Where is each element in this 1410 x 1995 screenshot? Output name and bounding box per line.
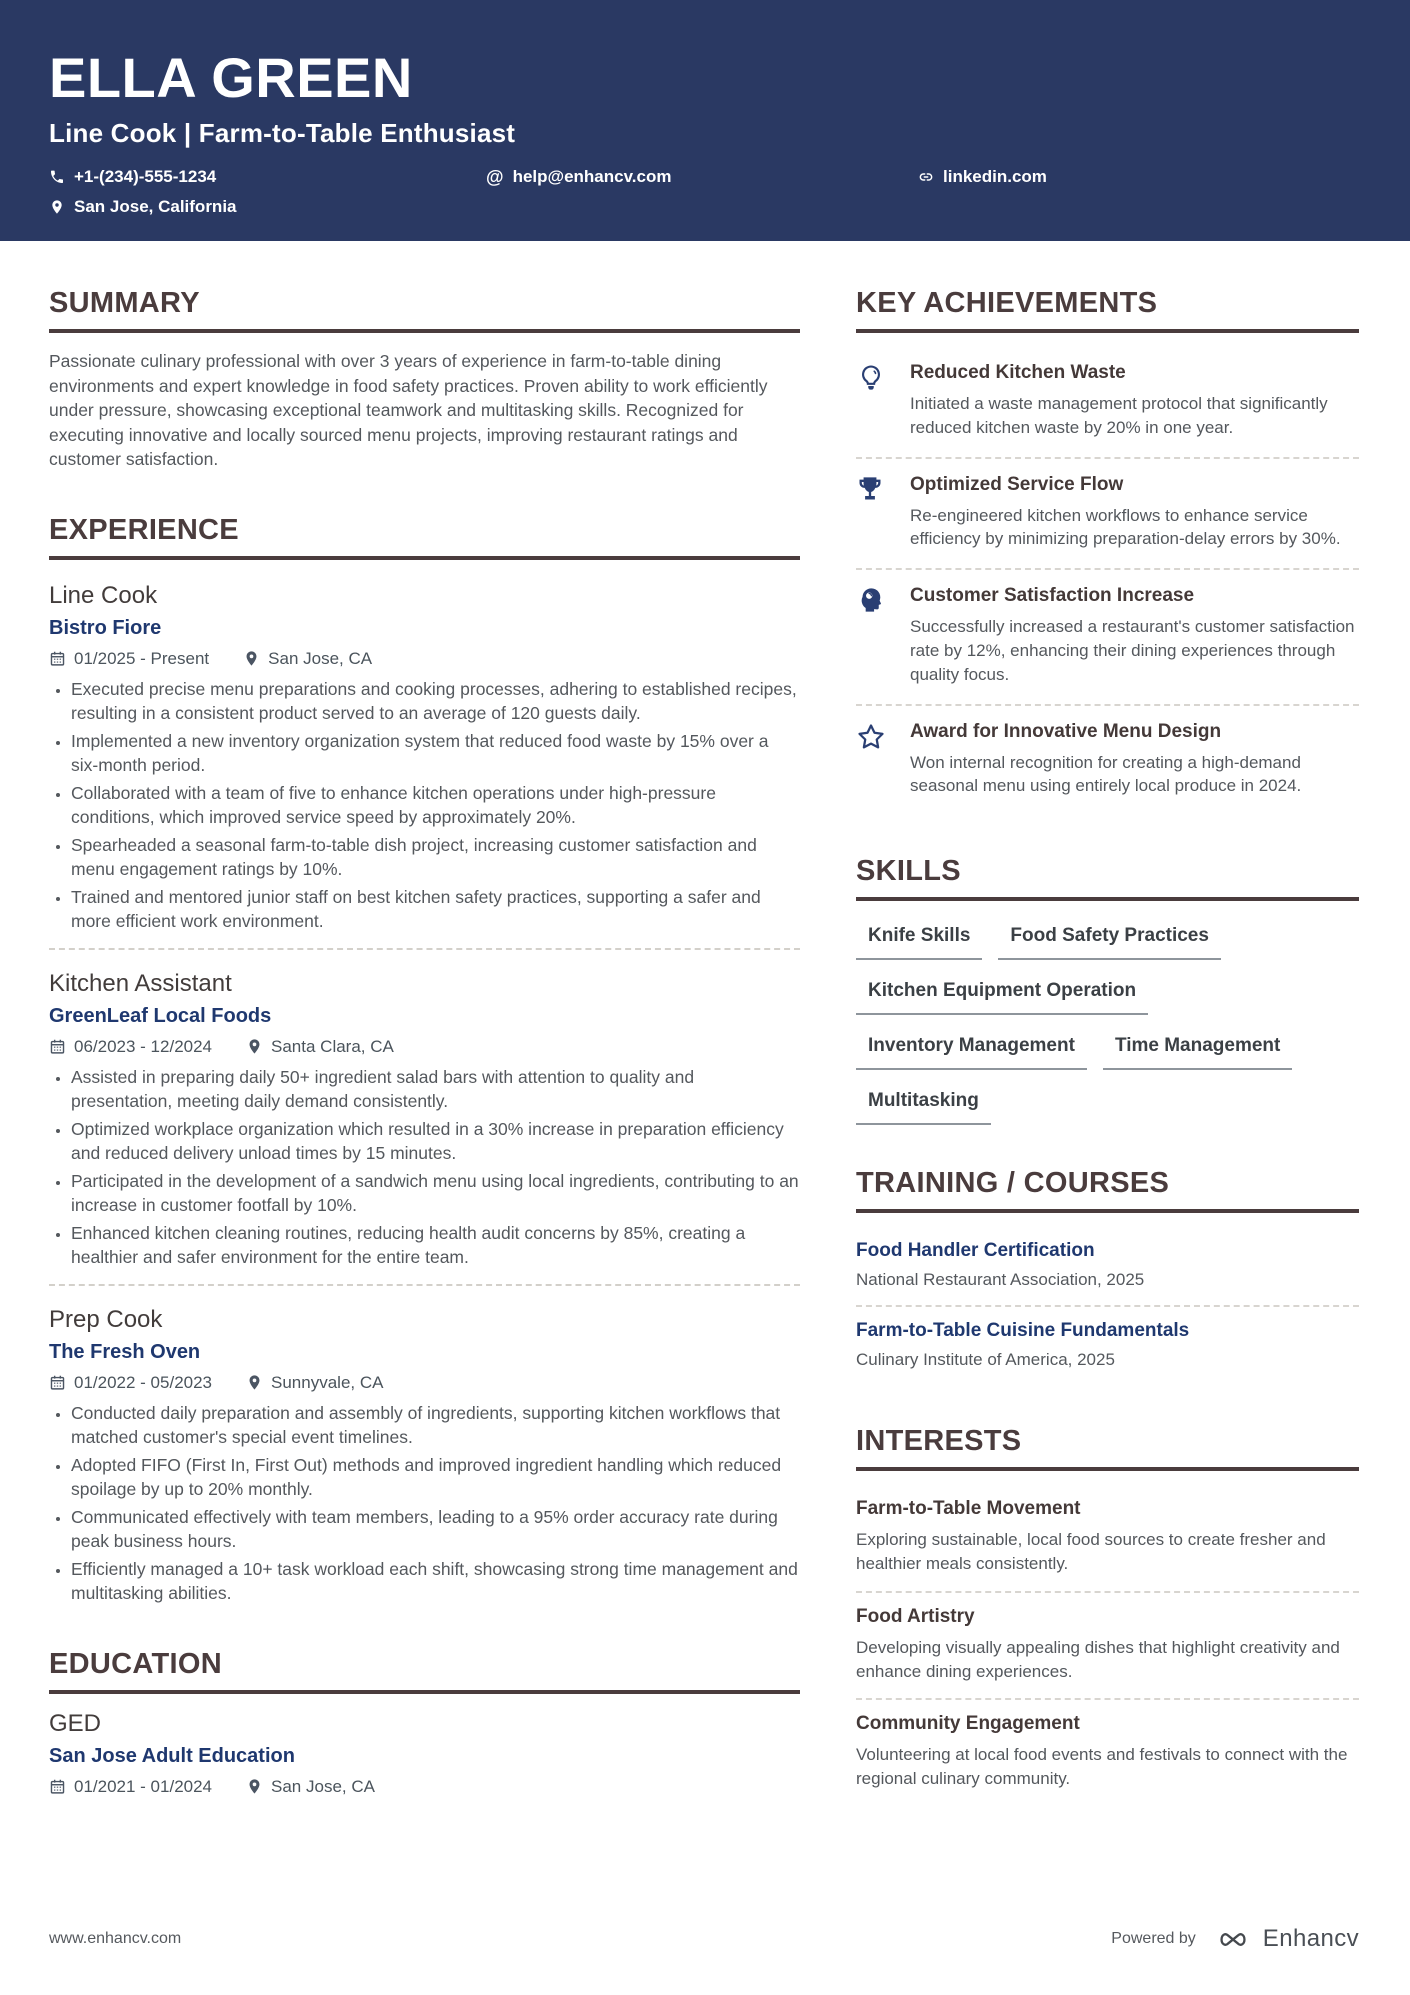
contact-info <box>49 167 1359 217</box>
job-bullet: • Executed precise menu preparations and cooking processes, adhering to established recipes, resulting in a consistent product served to an average of 120 guests daily. <box>71 677 800 726</box>
achievement-item <box>856 708 1359 814</box>
job-location: Santa Clara, CA <box>271 1036 394 1056</box>
job-bullet: • Participated in the development of a sandwich menu using local ingredients, contributing to an increase in customer footfall by 10%. <box>71 1169 800 1218</box>
job-dates: 06/2023 - 12/2024 <box>74 1036 213 1056</box>
job-dates: 01/2025 - Present <box>74 648 210 668</box>
location-pin-icon <box>243 650 260 667</box>
company-name: The Fresh Oven <box>49 1340 201 1363</box>
job-separator <box>49 948 800 950</box>
achievement-title: Optimized Service Flow <box>910 473 1124 495</box>
course-title: Farm-to-Table Cuisine Fundamentals <box>856 1320 1190 1342</box>
candidate-job-title: Line Cook | Farm-to-Table Enthusiast <box>49 118 516 148</box>
phone-icon <box>49 169 65 185</box>
interest-item <box>856 1487 1359 1589</box>
footer <box>49 1925 1359 1953</box>
education-dates: 01/2021 - 01/2024 <box>74 1776 213 1796</box>
education-heading: EDUCATION <box>49 1648 800 1694</box>
job-dates: 01/2022 - 05/2023 <box>74 1372 213 1392</box>
trophy-icon <box>856 474 890 552</box>
achievement-item <box>856 461 1359 567</box>
experience-section <box>49 514 800 1606</box>
calendar-icon <box>49 650 66 667</box>
achievement-item <box>856 572 1359 701</box>
achievements-section <box>856 287 1359 813</box>
job-bullet: • Conducted daily preparation and assembly of ingredients, supporting kitchen workflows that matched customer's special event timelines. <box>71 1401 800 1450</box>
interest-item <box>856 1595 1359 1697</box>
link-url[interactable]: linkedin.com <box>943 167 1047 186</box>
skill-item: Kitchen Equipment Operation <box>856 980 1148 1015</box>
header <box>0 0 1410 241</box>
job-meta <box>49 649 800 669</box>
calendar-icon <box>49 1778 66 1795</box>
powered-by-label: Powered by <box>1111 1930 1196 1947</box>
achievement-text: Won internal recognition for creating a high-demand seasonal menu using entirely local produce in 2024. <box>910 752 1302 796</box>
job-title: Line Cook <box>49 581 158 609</box>
job-bullet: • Spearheaded a seasonal farm-to-table dish project, increasing customer satisfaction and menu engagement ratings by 10%. <box>71 833 800 882</box>
achievement-text: Successfully increased a restaurant's customer satisfaction rate by 12%, enhancing their dining experiences through quality focus. <box>910 617 1355 684</box>
link-item[interactable] <box>918 167 1359 187</box>
interest-title: Food Artistry <box>856 1605 975 1627</box>
achievement-content <box>910 474 1359 552</box>
skills-list <box>856 917 1359 1125</box>
course-separator <box>856 1305 1359 1307</box>
location-pin-icon <box>246 1374 263 1391</box>
achievement-text: Initiated a waste management protocol that significantly reduced kitchen waste by 20% in one year. <box>910 394 1328 437</box>
lightbulb-icon <box>856 362 890 440</box>
course-org: National Restaurant Association, 2025 <box>856 1270 1145 1290</box>
skill-item: Knife Skills <box>856 925 982 960</box>
achievement-title: Customer Satisfaction Increase <box>910 585 1195 607</box>
skill-item: Food Safety Practices <box>998 925 1221 960</box>
location-item <box>49 197 486 217</box>
job-bullets <box>49 1401 800 1606</box>
achievement-item <box>856 349 1359 455</box>
job-bullets <box>49 677 800 934</box>
interest-text: Volunteering at local food events and festivals to connect with the regional culinary community. <box>856 1745 1348 1789</box>
school-name: San Jose Adult Education <box>49 1744 295 1767</box>
summary-text: Passionate culinary professional with over 3 years of experience in farm-to-table dining environments and expert knowledge in food safety practices. Proven ability to work efficiently under pressure, showcasing exceptional teamwork and multitasking skills. Recognized for executing innovative and locally sourced menu projects, improving restaurant ratings and customer satisfaction. <box>49 351 768 469</box>
skills-section <box>856 855 1359 1125</box>
job-title: Prep Cook <box>49 1305 163 1333</box>
interest-item <box>856 1702 1359 1804</box>
job-bullet: • Implemented a new inventory organization system that reduced food waste by 15% over a six-month period. <box>71 729 800 778</box>
achievement-title: Award for Innovative Menu Design <box>910 720 1222 742</box>
course-item <box>856 1309 1359 1383</box>
footer-website-link[interactable]: www.enhancv.com <box>49 1930 182 1947</box>
company-name: GreenLeaf Local Foods <box>49 1004 272 1027</box>
experience-heading: EXPERIENCE <box>49 514 800 560</box>
powered-by <box>1111 1925 1359 1953</box>
course-item <box>856 1229 1359 1303</box>
job-separator <box>49 1284 800 1286</box>
candidate-name: ELLA GREEN <box>49 46 413 109</box>
job-bullet: • Efficiently managed a 10+ task workload each shift, showcasing strong time management and multitasking abilities. <box>71 1557 800 1606</box>
resume-body <box>0 241 1410 1846</box>
job-location: Sunnyvale, CA <box>271 1372 384 1392</box>
phone-number: +1-(234)-555-1234 <box>74 167 217 186</box>
job-location: San Jose, CA <box>268 648 373 668</box>
right-column <box>856 287 1359 1846</box>
achievement-content <box>910 362 1359 440</box>
at-icon: @ <box>486 167 504 187</box>
job-bullet: • Enhanced kitchen cleaning routines, reducing health audit concerns by 85%, creating a healthier and safer environment for the entire team. <box>71 1221 800 1270</box>
enhancv-brand[interactable] <box>1212 1925 1359 1953</box>
email-address[interactable]: help@enhancv.com <box>512 167 672 186</box>
course-title: Food Handler Certification <box>856 1240 1095 1262</box>
job-bullet: • Collaborated with a team of five to enhance kitchen operations under high-pressure conditions, which improved service speed by approximately 20%. <box>71 781 800 830</box>
skill-item: Time Management <box>1103 1035 1292 1070</box>
education-section <box>49 1648 800 1797</box>
job-bullet: • Adopted FIFO (First In, First Out) methods and improved ingredient handling which reduced spoilage by up to 20% monthly. <box>71 1453 800 1502</box>
degree: GED <box>49 1709 102 1737</box>
location-pin-icon <box>246 1778 263 1795</box>
star-icon <box>856 721 890 799</box>
interests-heading: INTERESTS <box>856 1425 1359 1471</box>
interests-section <box>856 1425 1359 1804</box>
left-column <box>49 287 800 1846</box>
training-heading: TRAINING / COURSES <box>856 1167 1359 1213</box>
job-meta <box>49 1373 800 1393</box>
interest-title: Farm-to-Table Movement <box>856 1498 1081 1520</box>
training-section <box>856 1167 1359 1383</box>
location-text: San Jose, California <box>74 197 237 216</box>
interest-title: Community Engagement <box>856 1713 1080 1735</box>
job-title: Kitchen Assistant <box>49 969 232 997</box>
job-bullet: • Optimized workplace organization which resulted in a 30% increase in preparation efficiency and reduced delivery unload times by 15 minutes. <box>71 1117 800 1166</box>
link-icon <box>918 169 934 185</box>
job-meta <box>49 1037 800 1057</box>
education-location: San Jose, CA <box>271 1776 375 1796</box>
interest-separator <box>856 1591 1359 1593</box>
summary-heading: SUMMARY <box>49 287 800 333</box>
achievement-separator <box>856 704 1359 706</box>
skill-item: Inventory Management <box>856 1035 1087 1070</box>
achievement-title: Reduced Kitchen Waste <box>910 362 1126 383</box>
location-pin-icon <box>246 1038 263 1055</box>
achievement-separator <box>856 568 1359 570</box>
achievement-content <box>910 721 1359 799</box>
phone-item <box>49 167 486 187</box>
calendar-icon <box>49 1374 66 1391</box>
head-icon <box>856 585 890 686</box>
job-bullet: • Assisted in preparing daily 50+ ingredient salad bars with attention to quality and presentation, meeting daily demand consistently. <box>71 1065 800 1114</box>
enhancv-brand-name: Enhancv <box>1262 1925 1359 1952</box>
achievements-heading: KEY ACHIEVEMENTS <box>856 287 1359 333</box>
interest-separator <box>856 1698 1359 1700</box>
interest-text: Developing visually appealing dishes that highlight creativity and enhance dining experiences. <box>856 1637 1340 1681</box>
job-entry <box>49 1300 800 1606</box>
job-bullets <box>49 1065 800 1270</box>
email-item[interactable] <box>486 167 918 187</box>
job-bullet: • Trained and mentored junior staff on best kitchen safety practices, supporting a safer and more efficient work environment. <box>71 885 800 934</box>
location-pin-icon <box>49 199 65 215</box>
enhancv-logo-icon <box>1212 1927 1254 1952</box>
job-bullet: • Communicated effectively with team members, leading to a 95% order accuracy rate during peak business hours. <box>71 1505 800 1554</box>
summary-section <box>49 287 800 472</box>
skills-heading: SKILLS <box>856 855 1359 901</box>
skill-item: Multitasking <box>856 1090 991 1125</box>
course-org: Culinary Institute of America, 2025 <box>856 1350 1115 1370</box>
job-entry <box>49 576 800 934</box>
achievement-text: Re-engineered kitchen workflows to enhance service efficiency by minimizing preparation-delay errors by 30%. <box>910 505 1341 549</box>
company-name: Bistro Fiore <box>49 616 162 639</box>
job-entry <box>49 964 800 1270</box>
interest-text: Exploring sustainable, local food sources to create fresher and healthier meals consistently. <box>856 1530 1326 1573</box>
calendar-icon <box>49 1038 66 1055</box>
education-meta <box>49 1777 800 1797</box>
achievement-content <box>910 585 1359 686</box>
achievement-separator <box>856 457 1359 459</box>
